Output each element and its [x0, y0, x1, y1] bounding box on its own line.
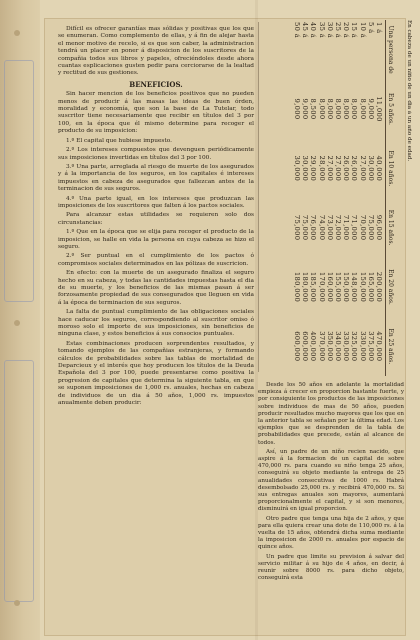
paragraph: Estas combinaciones producen sorprendentes resultados, y tomando ejemplos de las compañias estranjeras, y formando cálculos de probabilidades sobre las tablas de mortalidad de Deparcieux y el interés que hoy producen los títulos de la Deuda Española del 3 por 100, puede presentarse como positiva la progresion de capitales que determina la siguiente tabla, en que se suponen imposiciones de 1,000 rs. anuales, hechas en cabeza de individuos de un dia á 50 años, 1,000 rs. impuestos anualmente deben producir: — [58, 340, 254, 407]
left-column — [58, 26, 254, 410]
column-values — [293, 317, 383, 376]
column-header: En 25 años. — [385, 317, 394, 376]
column-values — [293, 198, 383, 257]
table-cell: 9,000 — [292, 98, 301, 120]
table-cell: 600,000 — [301, 331, 310, 362]
paragraph: Desde los 50 años en adelante la mortalidad empieza á crecer en proporcion bastante fuerte, y por consiguiente los productos de las imposiciones sobre individuos de mas de 50 años, pueden producir resultados mucho mayores que los que en la anterior tabla se señalan por la última edad. Los ejemplos que se desprenden de la tabla de probabilidades que precede, están al alcance de todos. — [258, 382, 404, 446]
column-values — [293, 257, 383, 316]
table-cell: 26,000 — [342, 155, 351, 182]
table-cell: 400,000 — [309, 331, 318, 362]
column-header: En 15 años. — [385, 198, 394, 257]
paragraph: Otro padre que tenga una hija de 2 años, y que para ella quiera crear una dote de 110,000 rs. á la vuelta de 15 años, obtendrá dicha suma mediante la imposicion de 2000 rs. anuales por espacio de quince años. — [258, 515, 404, 551]
table-cell: 35 á — [317, 22, 326, 39]
paragraph: La falta de puntual cumplimiento de las obligaciones sociales hace caducar los seguros, correspondiendo al suscritor omiso ó moroso solo el importe de sus imposiciones, sin beneficios de ninguna clase, y estos beneficios á sus consocios puntuales. — [58, 309, 254, 338]
punch-hole — [14, 30, 20, 36]
table-cell: 11,000 — [375, 96, 383, 122]
section-heading: BENEFICIOS. — [129, 79, 183, 89]
table-column-25 — [293, 317, 394, 376]
table-cell: 148,000 — [350, 271, 359, 303]
table-cell: 8,000 — [333, 98, 342, 120]
table-cell: 75,000 — [366, 214, 375, 241]
rotated-table-area — [262, 20, 412, 376]
table-cell: 160,000 — [325, 271, 334, 303]
paragraph: En efecto: con la muerte de un asegurado finaliza el seguro hecho en su cabeza, y todas las cantidades impuestas hasta el dia de su muerte, y los beneficios de las mismas pasan á ser forzosamente propiedad de sus consegurados que lleguen en vida á la época de terminacion de sus seguros. — [58, 270, 254, 306]
table-cell: 28,000 — [317, 155, 326, 182]
table-cell: 15 á — [350, 22, 359, 39]
table-cell: 150,000 — [342, 271, 351, 303]
table-cell: 30,000 — [292, 155, 301, 182]
table-cell: 74,000 — [317, 214, 326, 241]
paragraph: 2.º Los intereses compuestos que devenguen periódicamente sus imposiciones invertidas en títulos del 3 por 100. — [58, 147, 254, 161]
punch-hole — [14, 320, 20, 326]
table-cell: 9,000 — [301, 98, 310, 120]
table-cell: 375,000 — [366, 331, 375, 362]
table-cell: 8,000 — [325, 98, 334, 120]
table-cell: 71,000 — [350, 214, 359, 241]
table-cell: 76,000 — [309, 214, 318, 241]
paragraph: 4.º Una parte igual, en los intereses que produzcan las imposiciones de los suscritores que falten á los pactos sociales. — [58, 195, 254, 209]
table-cell: 8,500 — [309, 98, 318, 120]
table-caption: En cabeza de un niño de un dia á un año de edad. — [406, 20, 412, 162]
paragraph: Sin hacer mencion de los beneficios positivos que no pueden menos de producir á las masas las ideas de buen órden, moralidad y economía, que son la base de La Tutelar, todo suscritor tiene necesariamente que recibir en títulos del 3 por 100, en la época que él mismo determine para recoger el producto de su imposicion: — [58, 91, 254, 135]
stamp-mark — [4, 360, 34, 602]
column-values — [293, 79, 383, 138]
table-cell: 8,000 — [317, 98, 326, 120]
punch-hole — [14, 600, 20, 606]
column-values — [293, 139, 383, 198]
table-cell: 8,000 — [350, 98, 359, 120]
stamp-mark — [4, 60, 34, 302]
table-cell: 8,000 — [342, 98, 351, 120]
table-cell: 1 á — [375, 22, 383, 34]
paragraph: 1.º El capital que hubiese impuesto. — [66, 137, 172, 144]
column-values — [293, 20, 383, 79]
right-column — [258, 382, 404, 584]
table-cell: 45 á — [301, 22, 310, 39]
table-cell: 470,000 — [375, 331, 383, 362]
column-header: Una persona de — [385, 20, 394, 79]
table-cell: 25 á — [333, 22, 342, 39]
column-header: En 20 años. — [385, 257, 394, 316]
table-column-15 — [293, 198, 394, 257]
table-cell: 40 á — [309, 22, 318, 39]
table-cell: 72,000 — [333, 214, 342, 241]
table-cell: 325,000 — [350, 331, 359, 362]
table-cell: 50 á — [292, 22, 301, 39]
table-cell: 30,000 — [301, 155, 310, 182]
column-rule — [258, 22, 259, 372]
table-cell: 71,000 — [342, 214, 351, 241]
paragraph: 1.º Que en la época que se elija para recoger el producto de la imposicion, se halle en vida la persona en cuya cabeza se hizo el seguro. — [58, 229, 254, 250]
table-cell: 180,000 — [292, 271, 301, 303]
table-column-10 — [293, 139, 394, 198]
table-cell: 27,000 — [333, 155, 342, 182]
table-cell: 30 á — [325, 22, 334, 39]
table-cell: 10 á — [358, 22, 367, 39]
table-cell: 330,000 — [342, 331, 351, 362]
paragraph: 3.º Una parte, arreglada al riesgo de muerte de los asegurados y á la importancia de los seguros, en los capitales é intereses impuestos en cabeza de asegurados que fallezcan antes de la terminacion de sus seguros. — [58, 163, 254, 193]
table-cell: 20 á — [342, 22, 351, 39]
column-header: En 5 años. — [385, 79, 394, 138]
binding-edge — [0, 0, 40, 640]
table-cell: 27,000 — [358, 155, 367, 182]
table-cell: 350,000 — [325, 331, 334, 362]
table-cell: 40,000 — [375, 155, 383, 182]
table-cell: 30,000 — [366, 155, 375, 182]
paragraph: Difícil es ofrecer garantías mas sólidas y positivas que los que se enumeran. Como complemento de ellas, y á fin de alejar hasta el menor motivo de recelo, si es que son caber, la administracion tendrá un placer en poner á disposicion de los suscritores de la compañia todos sus libros y papeles, ofreciéndoles desde ahora cuantas esplicaciones gusten pedir para cerciorarse de la lealtad y rectitud de sus gestiones. — [58, 26, 254, 77]
table-cell: 340,000 — [333, 331, 342, 362]
capital-table — [262, 20, 412, 376]
table-cell: 8,000 — [358, 98, 367, 120]
table-cell: 370,000 — [317, 331, 326, 362]
table-cell: 26,000 — [350, 155, 359, 182]
table-cell: 70,000 — [358, 214, 367, 241]
table-cell: 73,000 — [325, 214, 334, 241]
table-cell: 27,000 — [325, 155, 334, 182]
table-cell: 180,000 — [301, 271, 310, 303]
table-cell: 200,000 — [375, 271, 383, 303]
table-column-20 — [293, 257, 394, 316]
table-cell: 330,000 — [358, 331, 367, 362]
paragraph: Para alcanzar estas utilidades se requieren solo dos circunstancias: — [58, 212, 254, 226]
table-cell: 600,000 — [292, 331, 301, 362]
column-header: En 10 años. — [385, 139, 394, 198]
table-cell: 185,000 — [309, 271, 318, 303]
paragraph: 2.º Ser puntual en el cumplimiento de los pactos ó compromisos sociales determinados en las pólizas de suscricion. — [58, 253, 254, 267]
table-column-5 — [293, 79, 394, 138]
table-cell: 155,000 — [333, 271, 342, 303]
table-cell: 29,000 — [309, 155, 318, 182]
paragraph: Así, un padre de un niño recien nacido, que aspire á la formacion de un capital de sobre 470,000 rs. para cuando su niño tenga 25 años, conseguirá su objeto mediante la entrega de 25 anualidades consecutivas de 1000 rs. Habrá desembolsado 25,000 rs. y recibirá 470,000 rs. Si sus entregas anuales son mayores, aumentará proporcionalmente el capital, y si son menores, disminuirá en igual proporcion. — [258, 448, 404, 513]
table-cell: 150,000 — [358, 271, 367, 303]
table-cell: 9,000 — [366, 98, 375, 120]
table-cell: 170,000 — [317, 271, 326, 303]
table-column-age — [293, 20, 394, 79]
table-cell: 5 á — [366, 22, 375, 34]
table-cell: 75,000 — [292, 214, 301, 241]
table-cell: 75,000 — [301, 214, 310, 241]
paragraph: Un padre que limite su prevision á salvar del servicio militar á su hijo de 4 años, en decir, á reunir sobre 8000 rs. para dicho objeto, conseguirá esta — [258, 553, 404, 582]
table-cell: 165,000 — [366, 271, 375, 303]
table-cell: 96,000 — [375, 214, 383, 241]
